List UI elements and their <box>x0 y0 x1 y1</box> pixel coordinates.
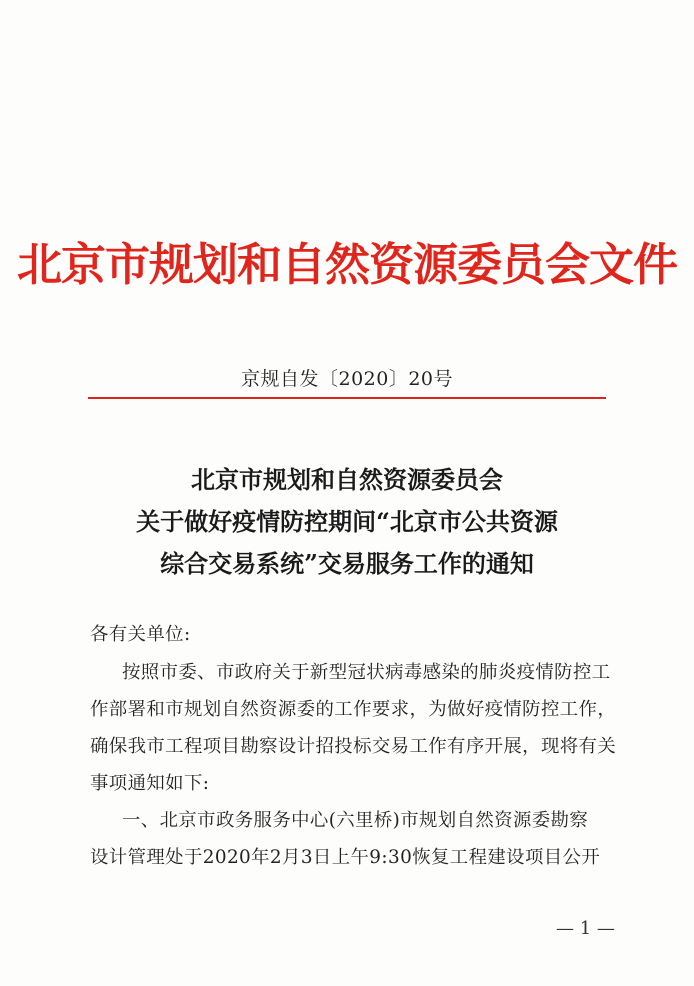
red-divider-line <box>88 397 606 399</box>
body-line-1: 按照市委、市政府关于新型冠状病毒感染的肺炎疫情防控工 <box>122 662 611 683</box>
notice-title-line-3: 综合交易系统”交易服务工作的通知 <box>160 549 534 578</box>
body-line-4: 事项通知如下: <box>90 773 210 794</box>
notice-title-line-1: 北京市规划和自然资源委员会 <box>191 465 503 494</box>
document-number: 京规自发〔2020〕20号 <box>240 368 454 390</box>
salutation: 各有关单位: <box>90 624 191 645</box>
body-line-5: 一、北京市政务服务中心(六里桥)市规划自然资源委勘察 <box>122 810 589 831</box>
body-line-6: 设计管理处于2020年2月3日上午9:30恢复工程建设项目公开 <box>90 847 601 868</box>
notice-title-line-2: 关于做好疫情防控期间“北京市公共资源 <box>136 507 558 536</box>
body-line-2: 作部署和市规划自然资源委的工作要求，为做好疫情防控工作， <box>90 699 617 720</box>
page-number: — 1 — <box>556 918 615 939</box>
body-line-3: 确保我市工程项目勘察设计招投标交易工作有序开展，现将有关 <box>90 736 617 757</box>
document-header-title: 北京市规划和自然资源委员会文件 <box>16 238 677 291</box>
